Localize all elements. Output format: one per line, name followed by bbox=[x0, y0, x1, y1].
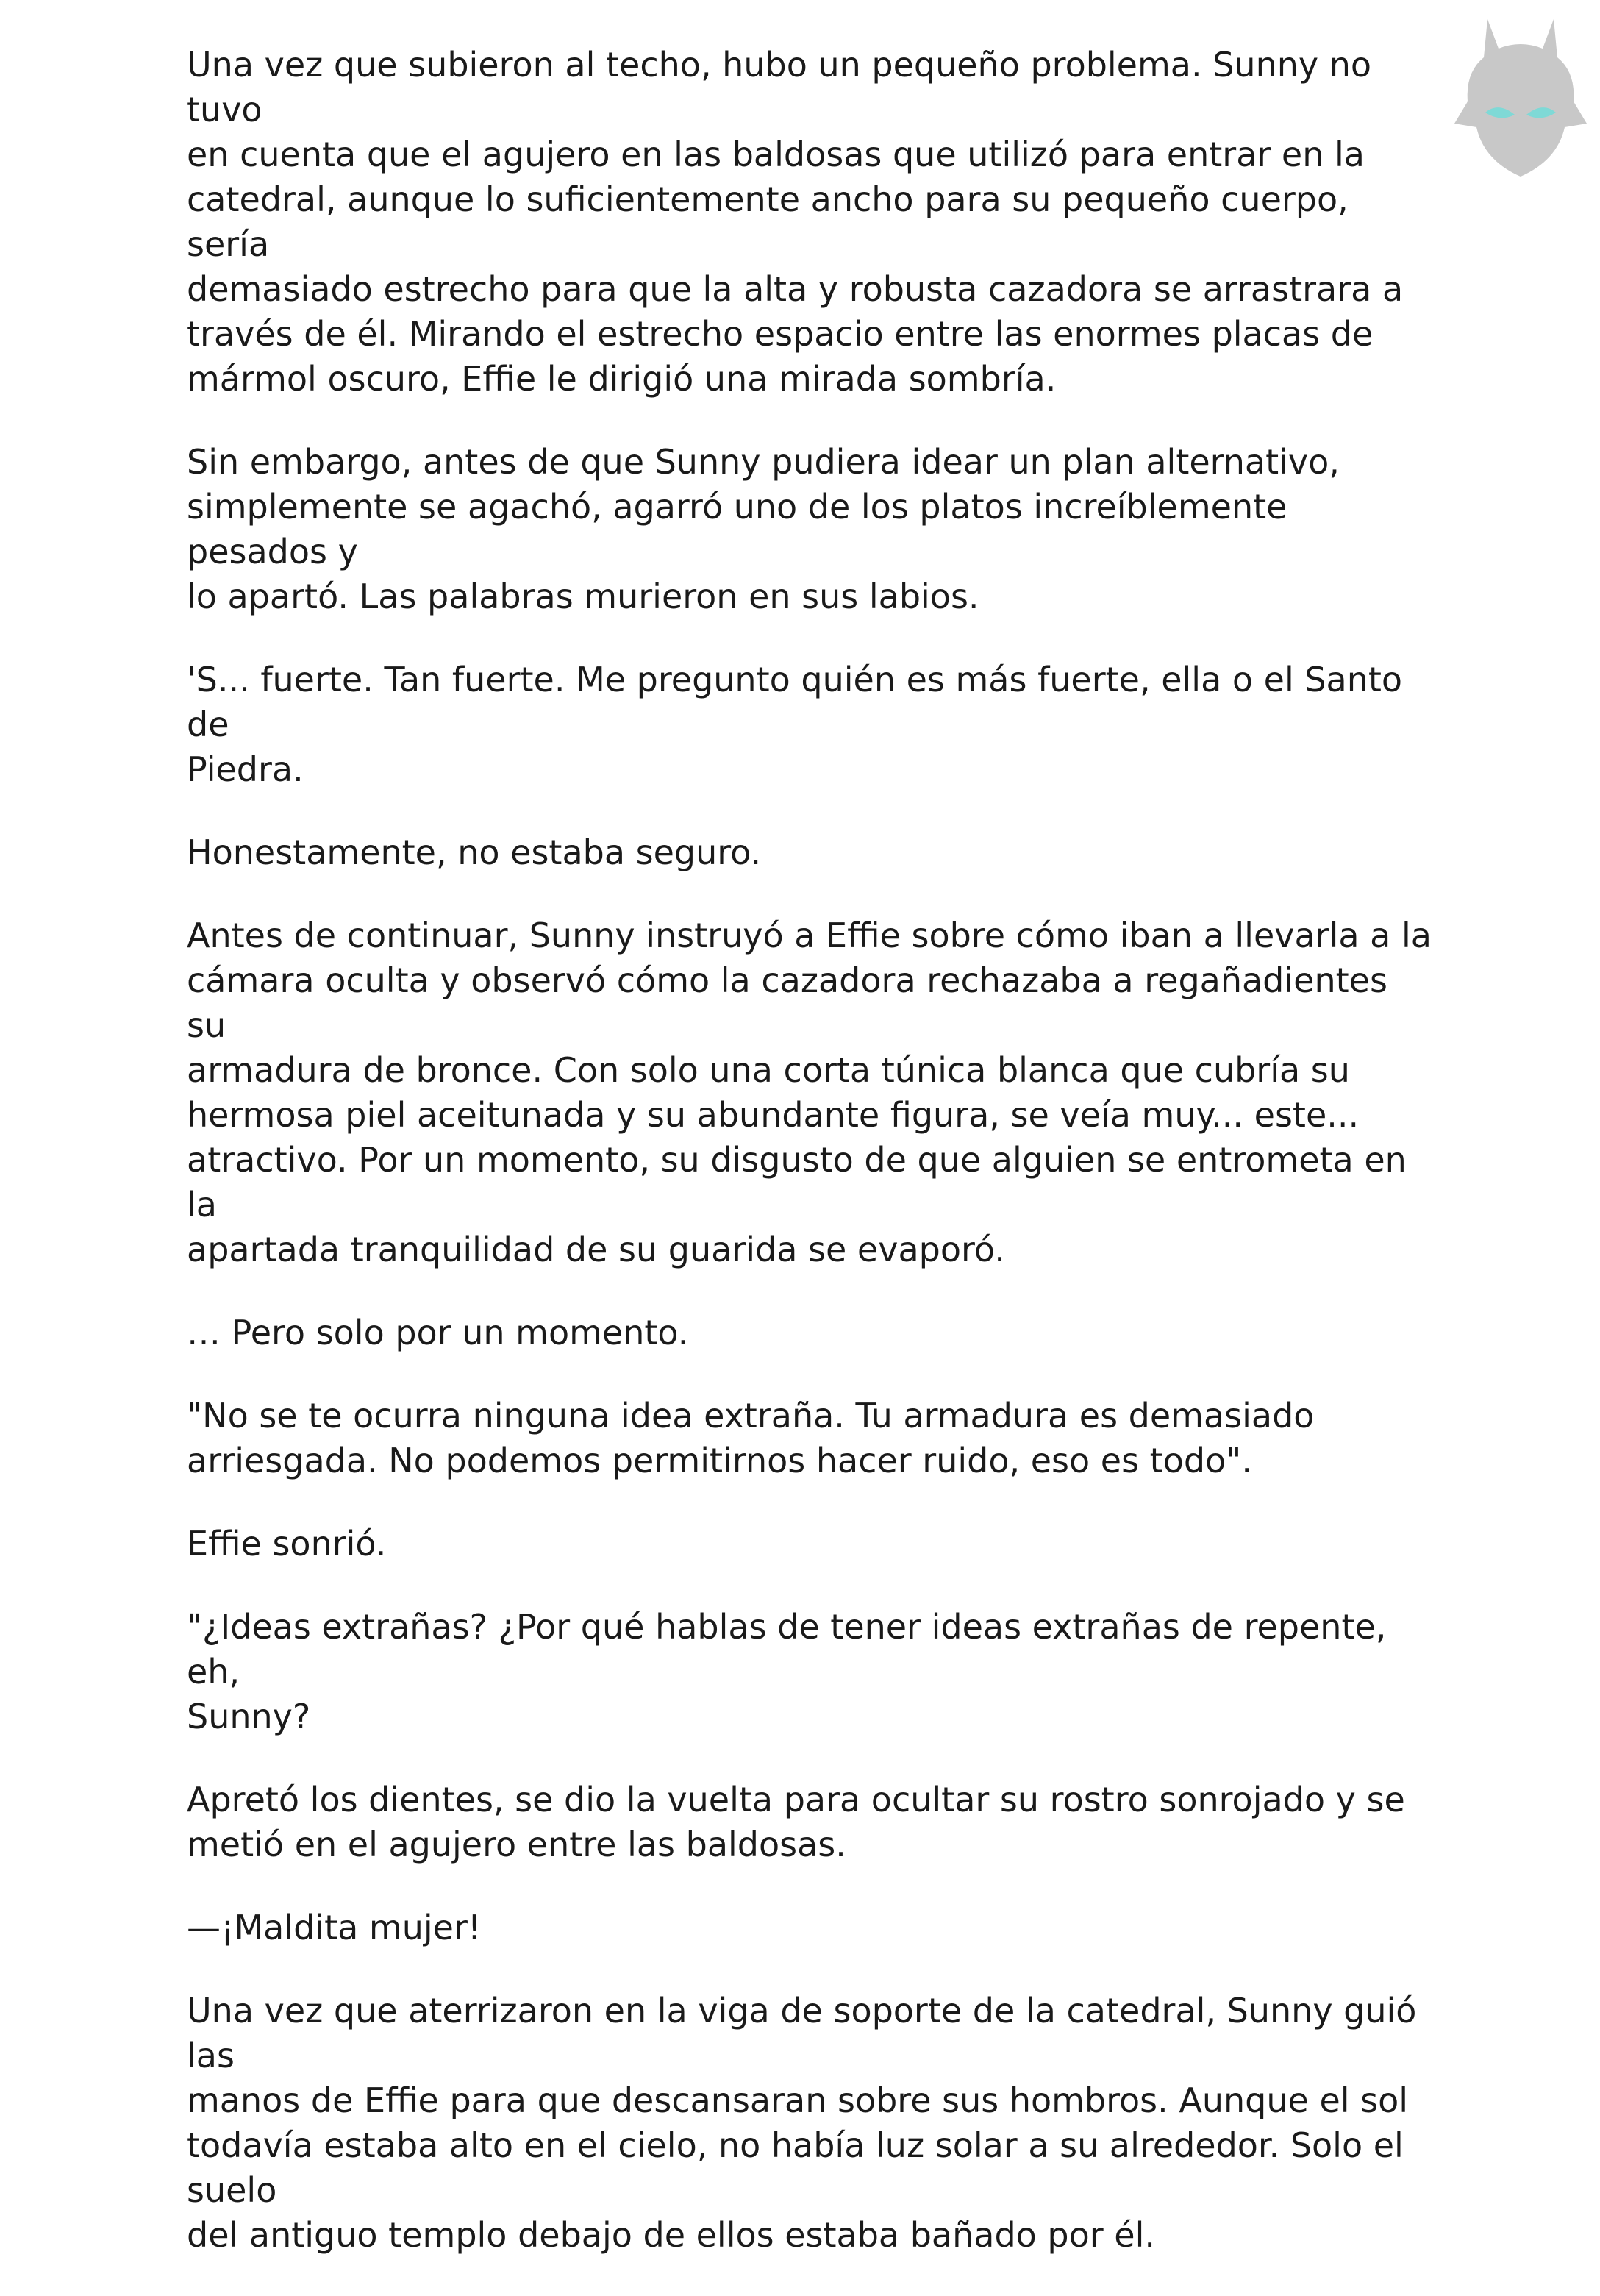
paragraph: 'S... fuerte. Tan fuerte. Me pregunto quién es más fuerte, ella o el Santo de Piedra. bbox=[187, 660, 1403, 789]
paragraph: —¡Maldita mujer! bbox=[187, 1908, 482, 1947]
paragraph: … Pero solo por un momento. bbox=[187, 1313, 689, 1352]
text-body bbox=[187, 43, 1437, 2296]
paragraph: Sin embargo, antes de que Sunny pudiera idear un plan alternativo, simplemente se agachó, agarró uno de los platos increíblemente pesados y lo apartó. Las palabras murieron en sus labios. bbox=[187, 442, 1340, 616]
paragraph: Apretó los dientes, se dio la vuelta para ocultar su rostro sonrojado y se metió en el agujero entre las baldosas. bbox=[187, 1780, 1405, 1864]
paragraph: Honestamente, no estaba seguro. bbox=[187, 833, 762, 872]
paragraph: Una vez que subieron al techo, hubo un pequeño problema. Sunny no tuvo en cuenta que el agujero en las baldosas que utilizó para entrar en la catedral, aunque lo suficientemente ancho para su pequeño cuerpo, sería demasiado estrecho para que la alta y robusta cazadora se arrastrara a través de él. Mirando el estrecho espacio entre las enormes placas de mármol oscuro, Effie le dirigió una mirada sombría. bbox=[187, 45, 1404, 399]
paragraph: "No se te ocurra ninguna idea extraña. Tu armadura es demasiado arriesgada. No podemos permitirnos hacer ruido, eso es todo". bbox=[187, 1396, 1315, 1480]
mask-shape bbox=[1454, 19, 1587, 177]
horned-mask-icon bbox=[1447, 13, 1594, 182]
paragraph: Una vez que aterrizaron en la viga de soporte de la catedral, Sunny guió las manos de Effie para que descansaran sobre sus hombros. Aunque el sol todavía estaba alto en el cielo, no había luz solar a su alrededor. Solo el suelo del antiguo templo debajo de ellos estaba bañado por él. bbox=[187, 1991, 1417, 2255]
paragraph: Antes de continuar, Sunny instruyó a Effie sobre cómo iban a llevarla a la cámara oculta y observó cómo la cazadora rechazaba a regañadientes su armadura de bronce. Con solo una corta túnica blanca que cubría su hermosa piel aceitunada y su abundante figura, se veía muy... este... atractivo. Por un momento, su disgusto de que alguien se entrometa en la apartada tranquilidad de su guarida se evaporó. bbox=[187, 916, 1432, 1269]
paragraph: "¿Ideas extrañas? ¿Por qué hablas de tener ideas extrañas de repente, eh, Sunny? bbox=[187, 1607, 1387, 1736]
paragraph: Effie sonrió. bbox=[187, 1524, 387, 1564]
